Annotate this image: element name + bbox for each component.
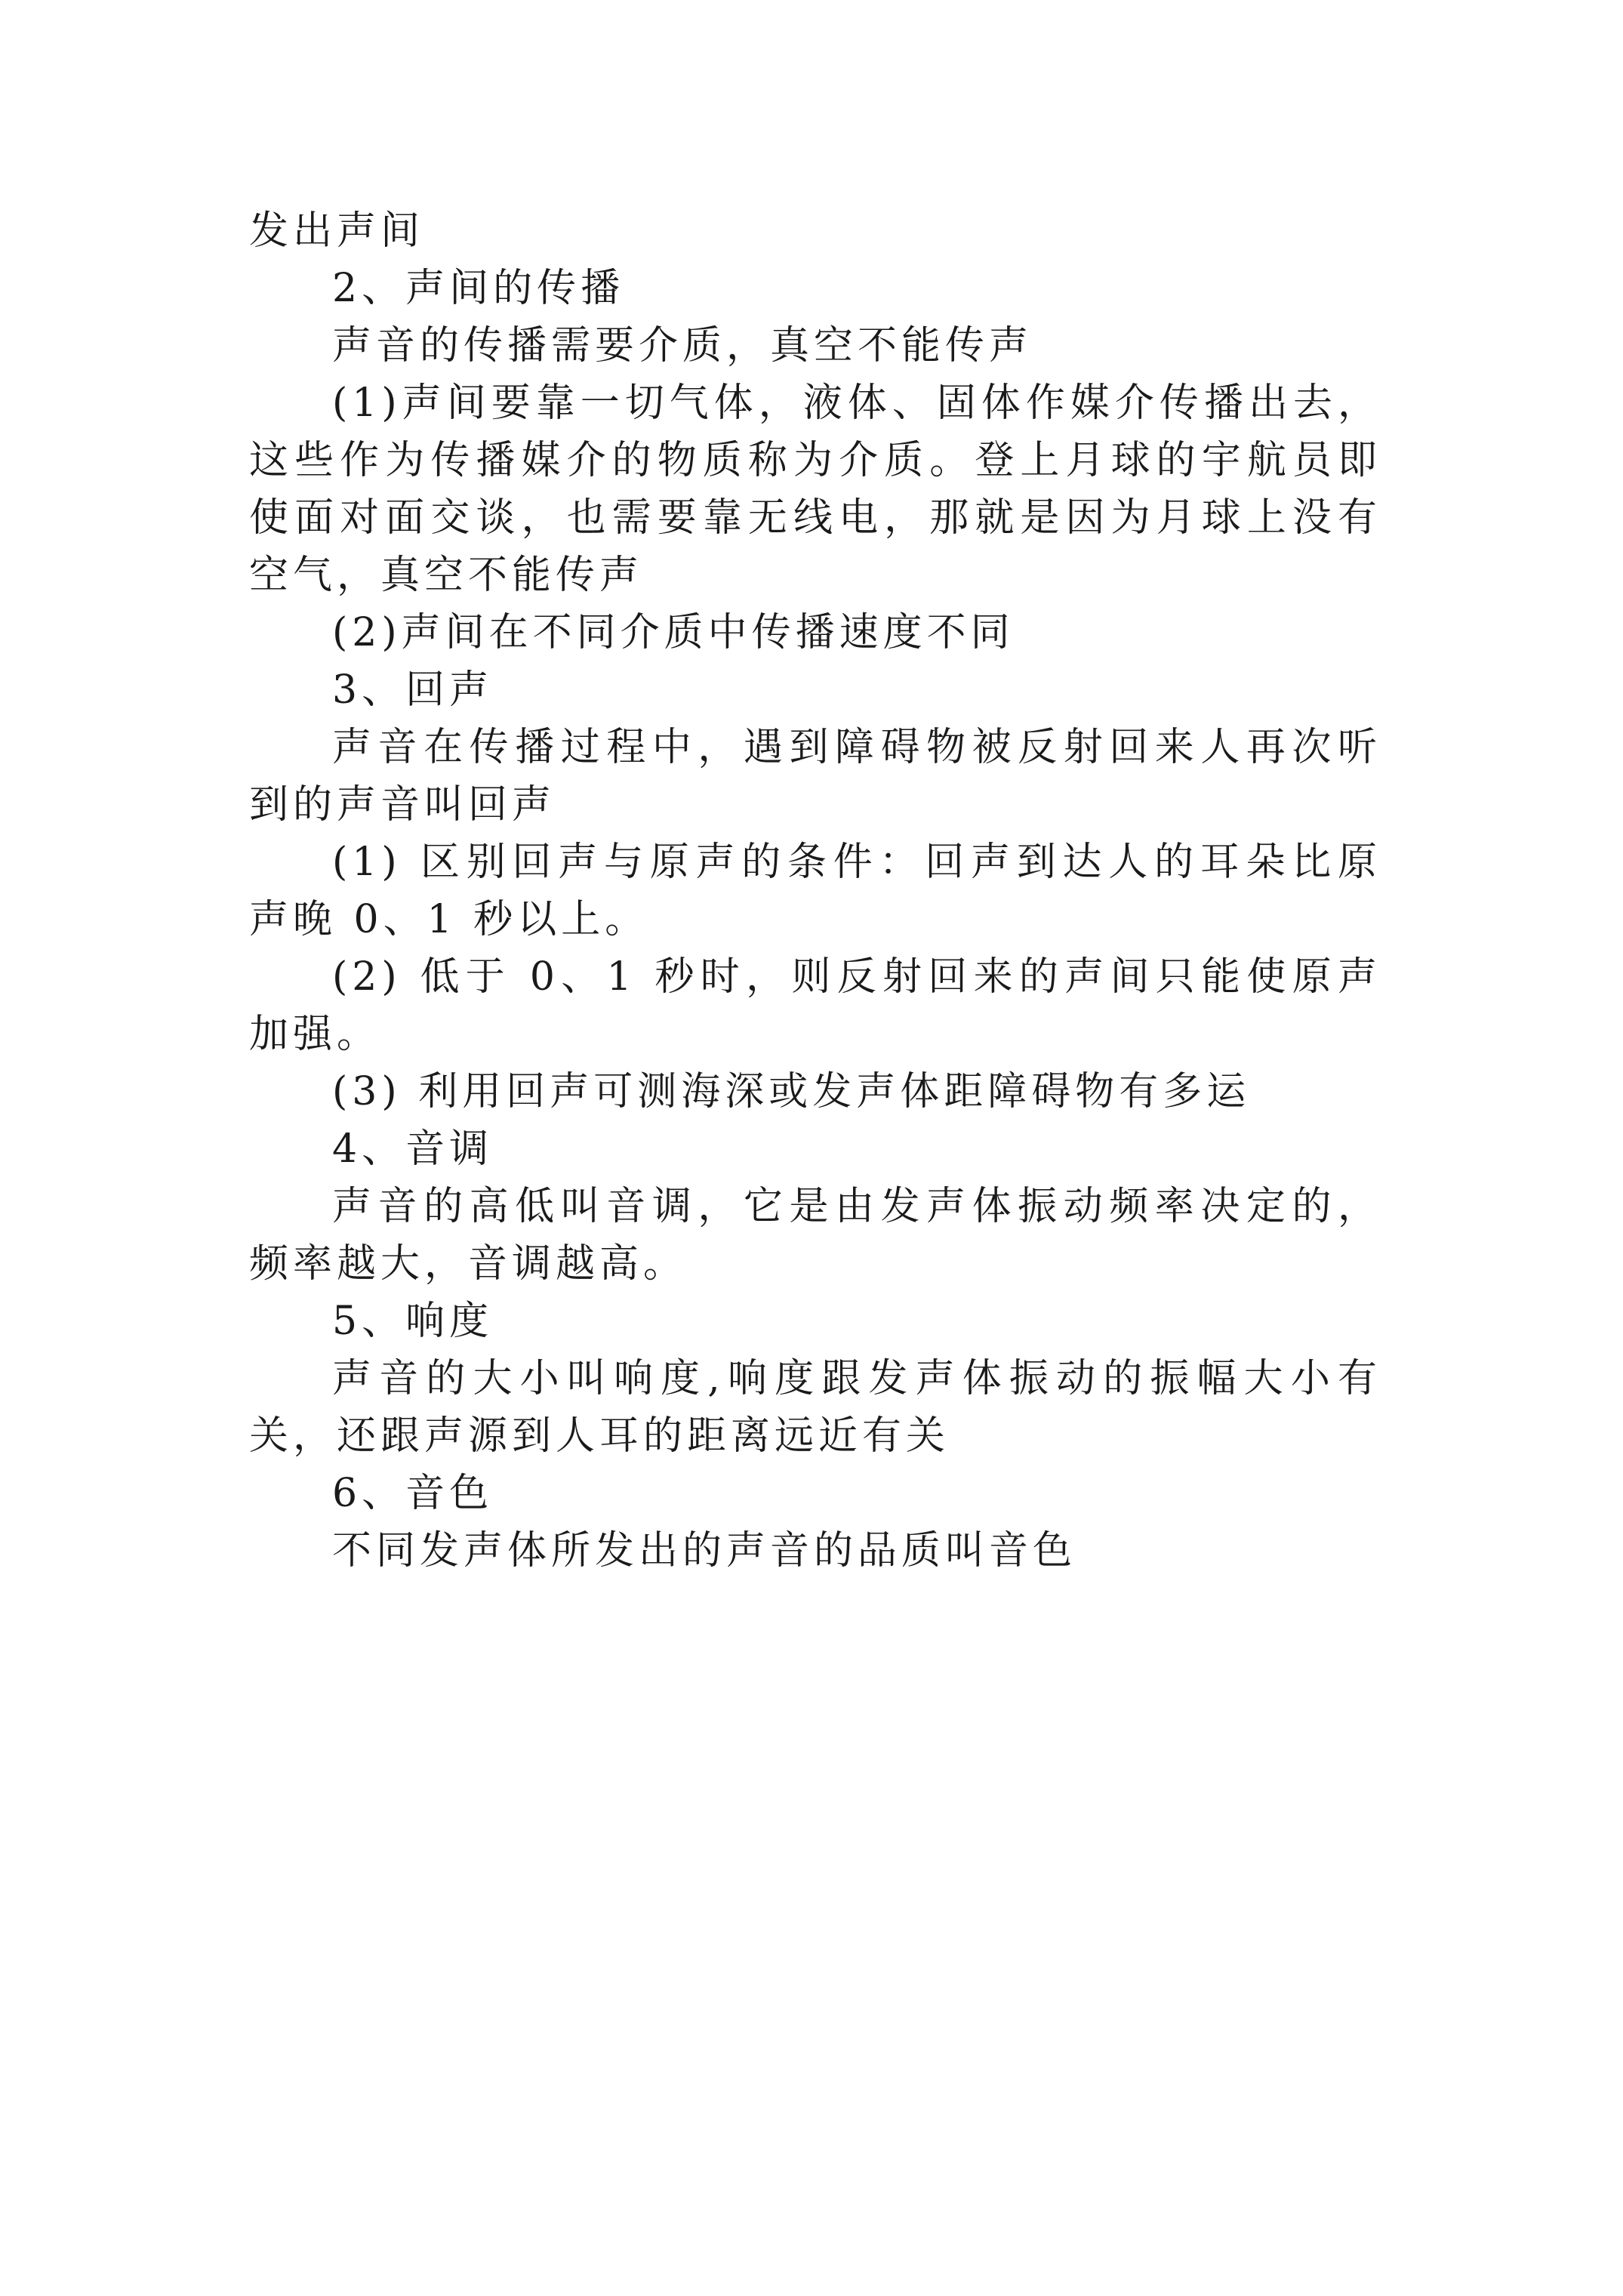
paragraph-echo-point-2: (2) 低于 0、1 秒时，则反射回来的声间只能使原声加强。: [249, 954, 1381, 1057]
section-heading-propagation: 2、声间的传播: [332, 266, 625, 311]
paragraph-continuation: 发出声间: [249, 208, 425, 254]
paragraph-point-1-media: (1)声间要靠一切气体，液体、固体作媒介传播出去，这些作为传播媒介的物质称为介质。登上月球的宇航员即使面对面交谈，也需要靠无线电，那就是因为月球上没有空气，真空不能传声: [249, 381, 1381, 598]
paragraph-timbre-definition: 不同发声体所发出的声音的品质叫音色: [332, 1528, 1077, 1573]
paragraph-loudness-definition: 声音的大小叫响度,响度跟发声体振动的振幅大小有关，还跟声源到人耳的距离远近有关: [249, 1356, 1381, 1459]
section-heading-echo: 3、回声: [332, 667, 494, 713]
paragraph-pitch-definition: 声音的高低叫音调，它是由发声体振动频率决定的，频率越大，音调越高。: [249, 1184, 1381, 1287]
paragraph-point-2-speed: (2)声间在不同介质中传播速度不同: [332, 610, 1015, 655]
section-heading-loudness: 5、响度: [332, 1299, 494, 1344]
document-body: [249, 202, 1381, 1579]
section-heading-timbre: 6、音色: [332, 1471, 494, 1516]
paragraph-medium-required: 声音的传播需要介质，真空不能传声: [332, 323, 1033, 368]
section-heading-pitch: 4、音调: [332, 1126, 494, 1172]
paragraph-echo-point-1: (1) 区别回声与原声的条件：回声到达人的耳朵比原声晚 0、1 秒以上。: [249, 840, 1381, 942]
paragraph-echo-point-3: (3) 利用回声可测海深或发声体距障碍物有多运: [332, 1069, 1251, 1114]
paragraph-echo-definition: 声音在传播过程中，遇到障碍物被反射回来人再次听到的声音叫回声: [249, 725, 1381, 827]
